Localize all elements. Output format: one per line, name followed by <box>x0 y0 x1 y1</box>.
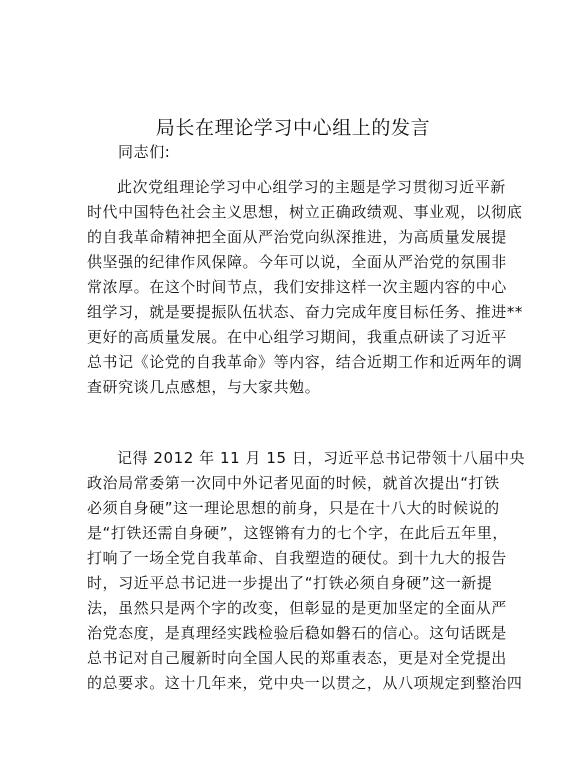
paragraph-line: 政治局常委第一次同中外记者见面的时候，就首次提出“打铁 <box>87 474 500 492</box>
paragraph-line: 查研究谈几点感想，与大家共勉。 <box>87 378 321 396</box>
paragraph-line: 时代中国特色社会主义思想，树立正确政绩观、事业观，以彻底 <box>87 203 523 221</box>
paragraph-line: 的自我革命精神把全面从严治党向纵深推进，为高质量发展提 <box>87 228 507 246</box>
paragraph-line: 供坚强的纪律作风保障。今年可以说，全面从严治党的氛围非 <box>87 253 507 271</box>
paragraph-line: 组学习，就是要提振队伍状态、奋力完成年度目标任务、推进** <box>87 303 523 321</box>
paragraph-line: 更好的高质量发展。在中心组学习期间，我重点研读了习近平 <box>87 328 507 346</box>
paragraph-line: 必须自身硬”这一理论思想的前身，只是在十八大的时候说的 <box>87 499 500 517</box>
paragraph-line: 记得 2012 年 11 月 15 日，习近平总书记带领十八届中央 <box>117 449 526 467</box>
paragraph-line: 总书记对自己履新时向全国人民的郑重表态，更是对全党提出 <box>87 649 507 667</box>
paragraph-2 <box>87 446 526 696</box>
paragraph-line: 常浓厚。在这个时间节点，我们安排这样一次主题内容的中心 <box>87 278 507 296</box>
salutation: 同志们: <box>118 143 171 161</box>
paragraph-line: 打响了一场全党自我革命、自我塑造的硬仗。到十九大的报告 <box>87 549 507 567</box>
document-title: 局长在理论学习中心组上的发言 <box>155 116 431 139</box>
paragraph-line: 是“打铁还需自身硬”，这铿锵有力的七个字，在此后五年里， <box>87 524 508 542</box>
paragraph-1 <box>87 175 523 400</box>
paragraph-line: 总书记《论党的自我革命》等内容，结合近期工作和近两年的调 <box>87 353 523 371</box>
paragraph-line: 的总要求。这十几年来，党中央一以贯之，从八项规定到整治四 <box>87 674 523 692</box>
paragraph-line: 治党态度，是真理经实践检验后稳如磐石的信心。这句话既是 <box>87 624 507 642</box>
paragraph-line: 此次党组理论学习中心组学习的主题是学习贯彻习近平新 <box>117 178 506 196</box>
paragraph-line: 时，习近平总书记进一步提出了“打铁必须自身硬”这一新提 <box>87 574 493 592</box>
paragraph-line: 法，虽然只是两个字的改变，但彰显的是更加坚定的全面从严 <box>87 599 507 617</box>
